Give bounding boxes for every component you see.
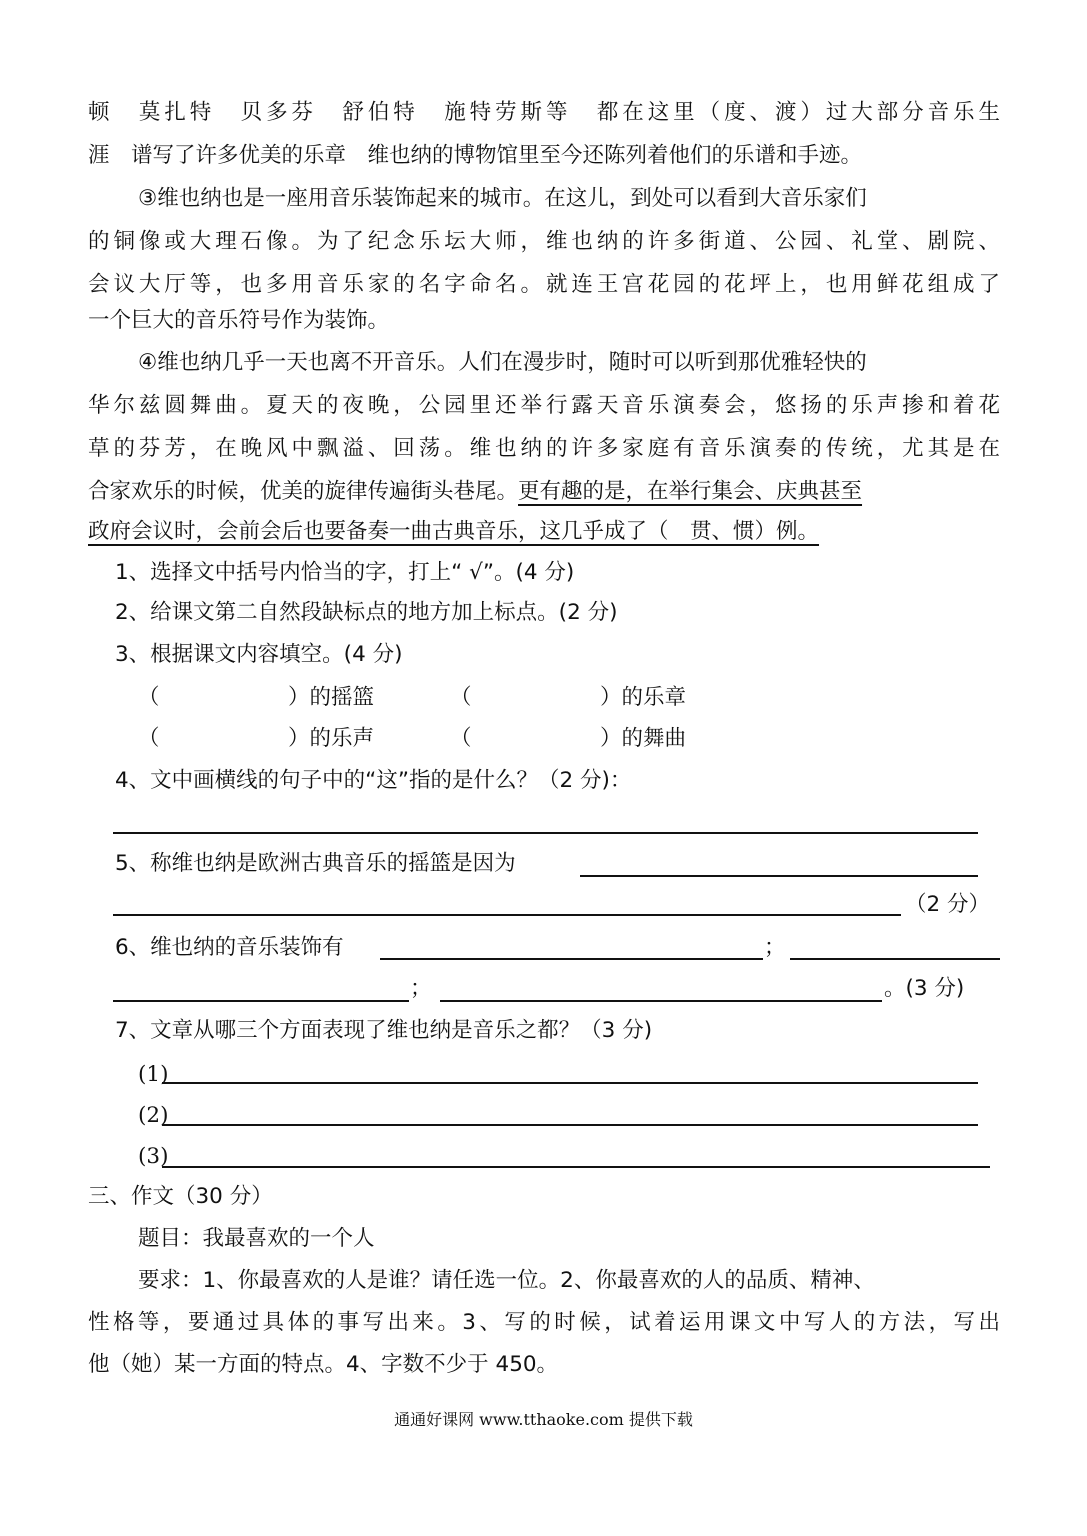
q6-answer-line-1[interactable]: [380, 958, 763, 960]
passage-p3-line1: ③维也纳也是一座用音乐装饰起来的城市。在这儿，到处可以看到大音乐家们: [138, 186, 867, 211]
q3-blank-3-close: ）的乐声: [288, 726, 375, 751]
q7-answer-line-3[interactable]: [162, 1166, 990, 1168]
q4-answer-line[interactable]: [113, 832, 978, 834]
passage-p3-line2: 的铜像或大理石像。为了纪念乐坛大师，维也纳的许多街道、公园、礼堂、剧院、: [88, 229, 1000, 254]
q5-answer-line-1[interactable]: [580, 875, 978, 877]
essay-title: 题目：我最喜欢的一个人: [138, 1226, 375, 1251]
q5-score: （2 分）: [905, 892, 991, 917]
question-4: 4、文中画横线的句子中的“这”指的是什么？（2 分)：: [115, 768, 632, 793]
q3-blank-4-open: （: [450, 726, 472, 751]
passage-p4-line3: 草的芬芳，在晚风中飘溢、回荡。维也纳的许多家庭有音乐演奏的传统，尤其是在: [88, 436, 1000, 461]
q3-blank-1-close: ）的摇篮: [288, 685, 375, 710]
q3-blank-2-close: ）的乐章: [600, 685, 687, 710]
q3-blank-4-close: ）的舞曲: [600, 726, 687, 751]
question-6: 6、维也纳的音乐装饰有: [115, 935, 344, 960]
underlined-sentence-part1: 更有趣的是，在举行集会、庆典甚至: [518, 479, 863, 504]
essay-requirements-line2: 性格等，要通过具体的事写出来。3、写的时候，试着运用课文中写人的方法，写出: [88, 1310, 1000, 1335]
q6-answer-line-4[interactable]: [440, 1000, 882, 1002]
q6-score: 。(3 分): [884, 976, 965, 1001]
q3-blank-1-open: （: [138, 685, 160, 710]
q7-item-2-label: (2): [138, 1103, 169, 1128]
passage-p4-line2: 华尔兹圆舞曲。夏天的夜晚，公园里还举行露天音乐演奏会，悠扬的乐声掺和着花: [88, 393, 1000, 418]
q7-answer-line-2[interactable]: [162, 1124, 978, 1126]
page-footer: 通通好课网 www.tthaoke.com 提供下载: [394, 1410, 693, 1429]
question-3: 3、根据课文内容填空。(4 分): [115, 642, 403, 667]
q6-answer-line-3[interactable]: [113, 1000, 409, 1002]
essay-requirements-line1: 要求：1、你最喜欢的人是谁？请任选一位。2、你最喜欢的人的品质、精神、: [138, 1268, 875, 1293]
essay-requirements-line3: 他（她）某一方面的特点。4、字数不少于 450。: [88, 1352, 559, 1377]
q6-separator-1: ；: [764, 935, 786, 960]
q7-item-3-label: (3): [138, 1144, 169, 1169]
q6-separator-2: ；: [410, 976, 432, 1001]
passage-p4-line1: ④维也纳几乎一天也离不开音乐。人们在漫步时，随时可以听到那优雅轻快的: [138, 350, 867, 375]
essay-heading: 三、作文（30 分）: [88, 1184, 273, 1209]
question-5: 5、称维也纳是欧洲古典音乐的摇篮是因为: [115, 851, 516, 876]
question-2: 2、给课文第二自然段缺标点的地方加上标点。(2 分): [115, 600, 618, 625]
passage-p4-line4-plain: 合家欢乐的时候，优美的旋律传遍街头巷尾。: [88, 479, 519, 504]
underlined-sentence-part2: 政府会议时，会前会后也要备奏一曲古典音乐，这几乎成了（ 贯、惯）例。: [88, 519, 820, 544]
q7-answer-line-1[interactable]: [162, 1082, 978, 1084]
question-7: 7、文章从哪三个方面表现了维也纳是音乐之都？（3 分): [115, 1018, 653, 1043]
q5-answer-line-2[interactable]: [113, 914, 901, 916]
q6-answer-line-2[interactable]: [790, 958, 1000, 960]
question-1: 1、选择文中括号内恰当的字，打上“ √”。(4 分): [115, 560, 575, 585]
q3-blank-3-open: （: [138, 726, 160, 751]
passage-p3-line4: 一个巨大的音乐符号作为装饰。: [88, 308, 390, 333]
passage-p3-line3: 会议大厅等，也多用音乐家的名字命名。就连王宫花园的花坪上，也用鲜花组成了: [88, 272, 1000, 297]
passage-p2-line2: 涯 谱写了许多优美的乐章 维也纳的博物馆里至今还陈列着他们的乐谱和手迹。: [88, 143, 863, 168]
passage-p4-line4: [88, 477, 1000, 507]
q7-item-1-label: (1): [138, 1062, 169, 1087]
q3-blank-2-open: （: [450, 685, 472, 710]
passage-p2-line1: 顿 莫扎特 贝多芬 舒伯特 施特劳斯等 都在这里（度、渡）过大部分音乐生: [88, 100, 1000, 125]
